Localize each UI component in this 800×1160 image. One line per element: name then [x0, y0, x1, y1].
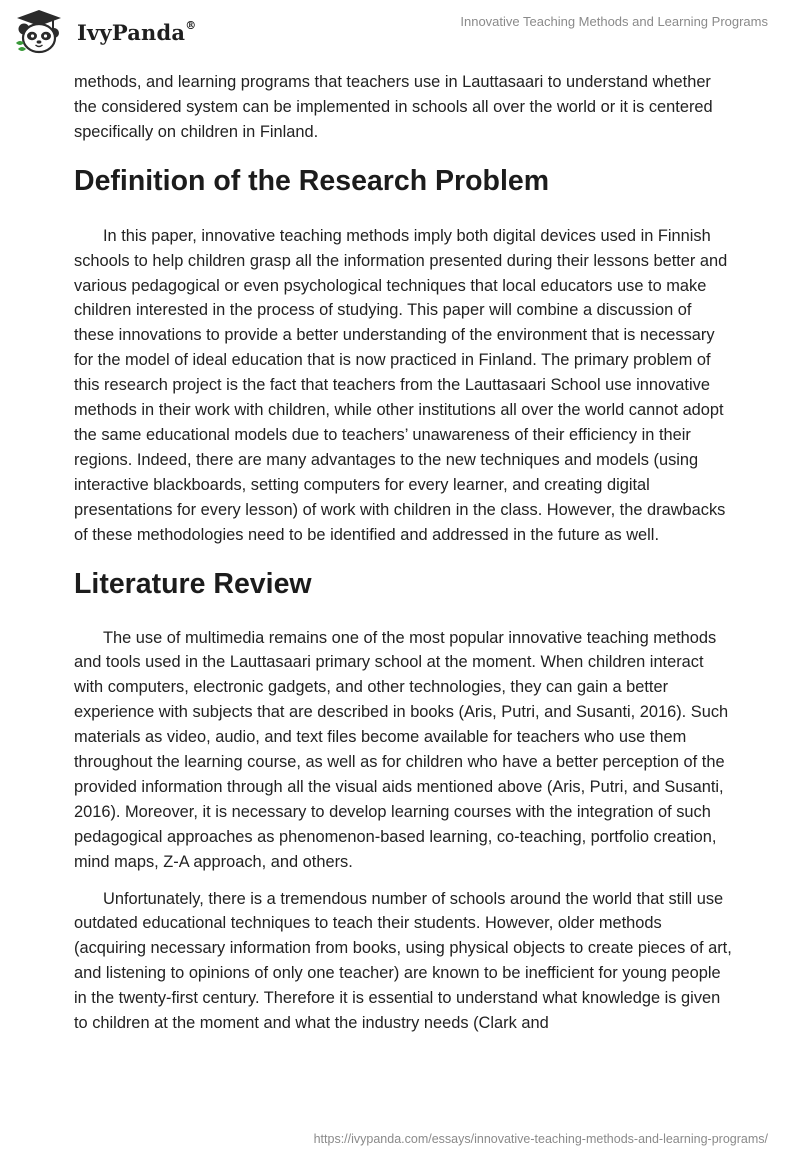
page-header: [0, 0, 800, 62]
registered-mark: ®: [185, 19, 197, 32]
brand-logo-text[interactable]: [77, 20, 196, 45]
essay-content: [74, 70, 734, 1048]
source-url[interactable]: https://ivypanda.com/essays/innovative-teaching-methods-and-learning-programs/: [313, 1132, 768, 1146]
literature-review-paragraph-2: Unfortunately, there is a tremendous number of schools around the world that still use outdated educational techniques to teach their students. However, older methods (acquiring necessary information from books, using physical objects to create pieces of art, and listening to opinions of only one teacher) are known to be inefficient for young people in the twenty-first century. Therefore it is essential to understand what knowledge is given to children at the moment and what the industry needs (Clark and: [74, 889, 732, 1033]
section-heading-literature-review: Literature Review: [74, 567, 312, 600]
section-heading-research-problem: Definition of the Research Problem: [74, 164, 550, 197]
panda-graduate-icon[interactable]: [14, 9, 64, 55]
document-title: Innovative Teaching Methods and Learning Programs: [460, 14, 768, 29]
brand-name: IvyPanda: [77, 20, 186, 45]
research-problem-paragraph: In this paper, innovative teaching methods imply both digital devices used in Finnish schools to help children grasp all the information presented during their lessons better and various pedagogical or even psychological techniques that local educators use to make children interested in the process of studying. This paper will combine a discussion of these innovations to provide a better understanding of the environment that is necessary for the model of ideal education that is now practiced in Finland. The primary problem of this research project is the fact that teachers from the Lauttasaari School use innovative methods in their work with children, while other institutions all over the world cannot adopt the same educational models due to teachers’ unawareness of their efficiency in their regions. Indeed, there are many advantages to the new techniques and models (using interactive blackboards, setting computers for every learner, and creating digital presentations for every lesson) of work with children in the class. However, the drawbacks of these methodologies need to be identified and addressed in the future as well.: [74, 226, 728, 544]
intro-paragraph: methods, and learning programs that teachers use in Lauttasaari to understand whether the considered system can be implemented in schools all over the world or it is centered specifically on children in Finland.: [74, 73, 713, 141]
literature-review-paragraph-1: The use of multimedia remains one of the most popular innovative teaching methods and tools used in the Lauttasaari primary school at the moment. When children interact with computers, electronic gadgets, and other technologies, they can gain a better experience with subjects that are described in books (Aris, Putri, and Susanti, 2016). Such materials as video, audio, and text files become available for teachers who use them throughout the learning course, as well as for children who have a better perception of the provided information through all the visual aids mentioned above (Aris, Putri, and Susanti, 2016). Moreover, it is necessary to develop learning courses with the integration of such pedagogical approaches as phenomenon-based learning, co-teaching, portfolio creation, mind maps, Z-A approach, and others.: [74, 628, 729, 871]
